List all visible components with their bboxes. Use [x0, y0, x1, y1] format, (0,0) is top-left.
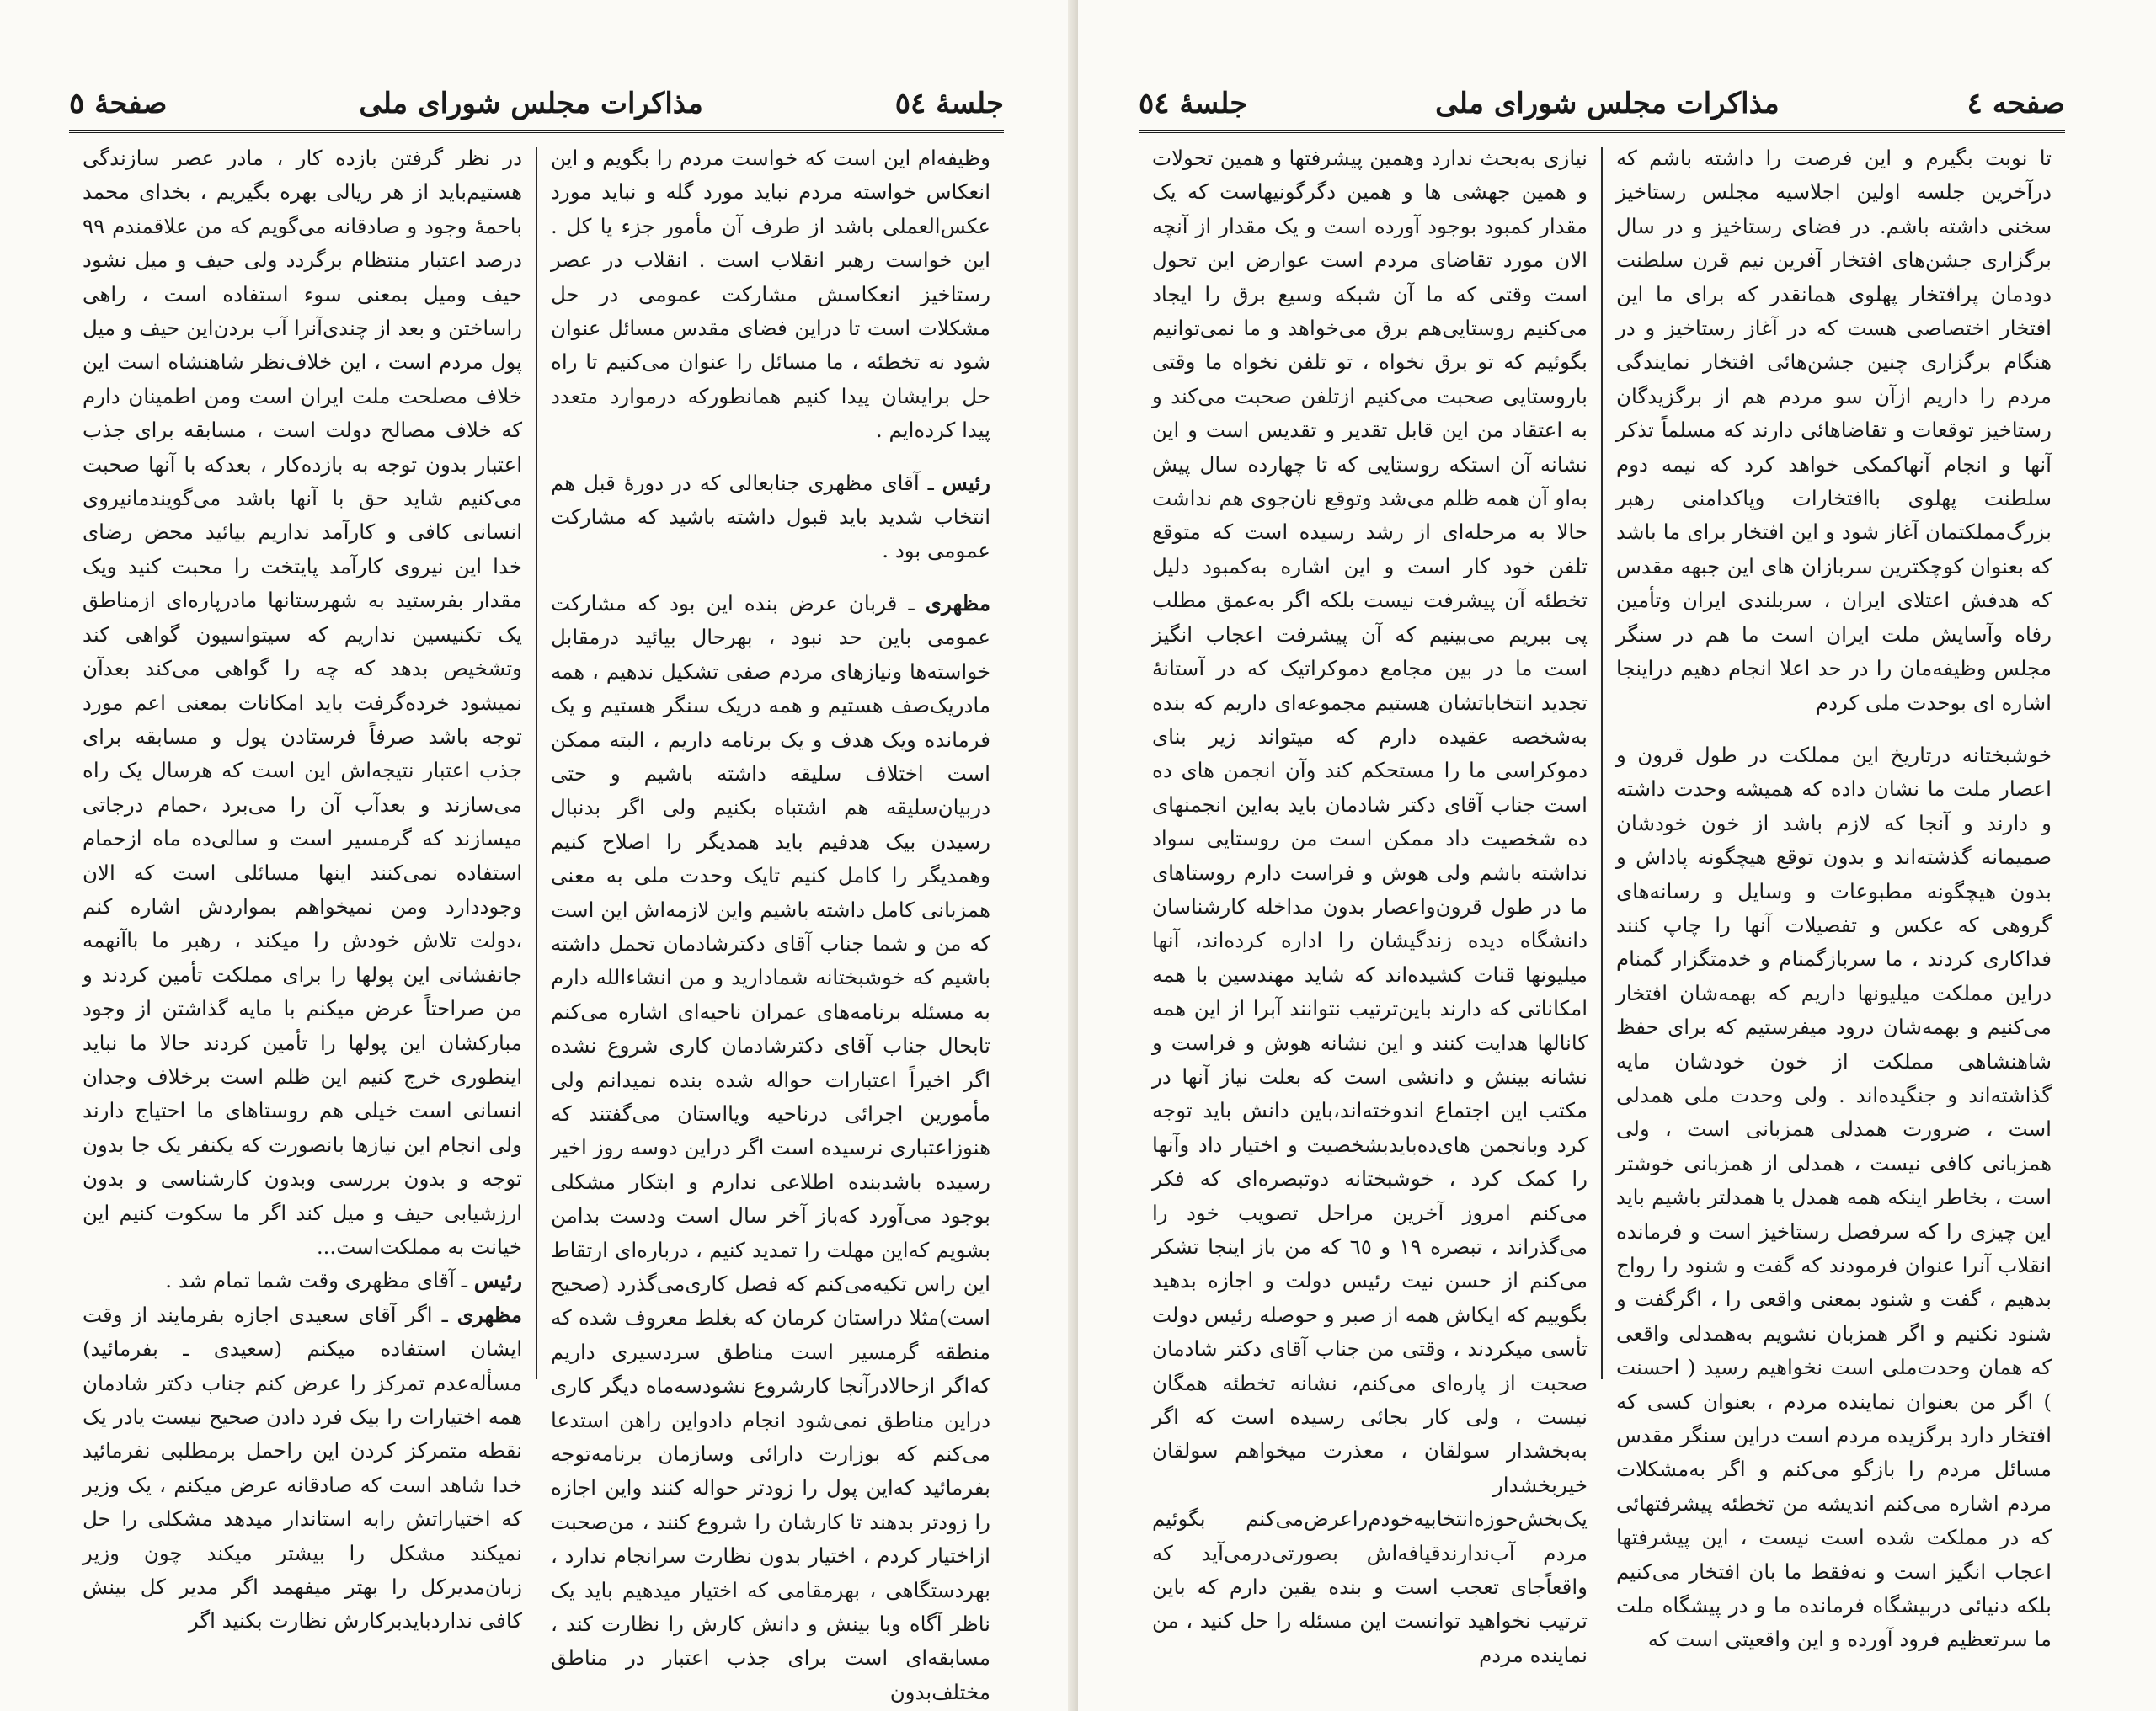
right-column [537, 141, 1004, 1704]
paragraph: مظهری ـ قربان عرض بنده این بود که مشارکت عمومی باین حد نبود ، بهرحال بیائید درمقابل خواسته‌ها ونیازهای مردم صفی تشکیل ندهیم ، همه مادریک‌صف هستیم و همه دریک سنگر هستیم و یک فرمانده ویک هدف و یک برنامه داریم ، البته ممکن است اختلاف سلیقه داشته باشیم و حتی دربیان‌سلیقه هم اشتباه بکنیم ولی اگر بدنبال رسیدن بیک هدفیم باید همدیگر را اصلاح کنیم وهمدیگر را کامل کنیم تایک وحدت ملی به معنی همزبانی کامل داشته باشیم واین لازمه‌اش این است که من و شما جناب آقای دکترشادمان تحمل داشته باشیم که خوشبختانه شمادارید و من انشاءالله دارم به مسئله برنامه‌های عمران ناحیه‌ای اشاره می‌کنم تابحال جناب آقای دکترشادمان کاری شروع نشده اگر اخیراً اعتبارات حواله شده بنده نمیدانم ولی مأمورین اجرائی درناحیه ویااستان می‌گفتند که هنوزاعتباری نرسیده است اگر دراین دوسه روز اخیر رسیده باشدبنده اطلاعی ندارم و ابتکار مشکلی بوجود می‌آورد که‌باز آخر سال است ودست بدامن بشویم که‌این مهلت را تمدید کنیم ، درباره‌ای ارتقاط این راس تکیه‌می‌کنم که فصل کاری‌می‌گذرد (صحیح است)مثلا دراستان کرمان که بغلط معروف شده که منطقه گرمسیر است مناطق سردسیری داریم که‌اگر ازحالادرآنجا کارشروع نشودسه‌ماه دیگر کاری دراین مناطق نمی‌شود انجام داد‌واین راهن استدعا می‌کنم که بوزارت دارائی وسازمان برنامه‌توجه بفرمائید که‌این پول را زودتر حواله کنند واین اجازه را زودتر بدهند تا کارشان را شروع کنند ، من‌صحبت ازاختیار کردم ، اختیار بدون نظارت سرانجام ندارد ، بهردستگاهی ، بهرمقامی که اختیار میدهیم باید یک ناظر آگاه وبا بینش و دانش کارش را نظارت کند ، مسابقه‌ای است برای جذب اعتبار در مناطق مختلف‌بدون [551, 590, 990, 1704]
right-column [1603, 141, 2065, 1652]
paragraph: تا نوبت بگیرم و این فرصت را داشته باشم که درآخرین جلسه اولین اجلاسیه مجلس رستاخیز سخنی داشته باشم. در فضای رستاخیز و در سال برگزاری جشن‌های افتخار آفرین نیم قرن سلطنت دودمان پرافتخار پهلوی همانقدر که برای ما این افتخار اختصاصی هست که در آغاز رستاخیز و در هنگام برگزاری چنین جشن‌هائی افتخار نمایندگی مردم را داریم ازآن سو مردم هم از برگزیدگان رستاخیز توقعات و تقاضاهائی دارند که مسلماً تذکر آنها و انجام آنهاکمکی خواهد کرد که نیمه دوم سلطنت پهلوی باافتخارات وپاکدامنی رهبر بزرگ‌مملکتمان آغاز شود و این افتخار برای ما باشد که بعنوان کوچکترین سربازان های این جبهه مقدس که هدفش اعتلای ایران ، سربلندی ایران وتأمین رفاه وآسایش ملت ایران است ما هم در سنگر مجلس وظیفه‌مان را در حد اعلا انجام دهیم دراینجا اشاره ای بوحدت ملی کردم [1616, 146, 2052, 715]
header-rule [1139, 130, 2065, 133]
paragraph: وظیفه‌ام این است که خواست مردم را بگویم و این انعکاس خواسته مردم نباید مورد گله و نباید مورد عکس‌العملی باشد از طرف آن مأمور جزء یا کل . این خواست رهبر انقلاب است . انقلاب در عصر رستاخیز انعکاسش مشارکت عمومی در حل مشکلات است تا دراین فضای مقدس مسائل عنوان شود نه تخطئه ، ما مسائل را عنوان می‌کنیم تا راه حل برایشان پیدا کنیم همانطورکه درموارد متعدد پیدا کرده‌ایم . [551, 146, 990, 443]
page-header [1139, 80, 2065, 127]
text-columns [69, 141, 1004, 1704]
paragraph: رئیس ـ آقای مظهری وقت شما تمام شد . [165, 1268, 522, 1293]
page-header [69, 80, 1004, 127]
paragraph: نیازی به‌بحث ندارد وهمین پیشرفتها و همین تحولات و همین جهشی ها و همین دگرگونیهاست که یک مقدار کمبود بوجود آورده است و یک مقدار از آنچه الان مورد تقاضای مردم است عوارض این تحول است وقتی که ما آن شبکه وسیع برق را ایجاد می‌کنیم روستایی‌هم برق می‌خواهد و ما نمی‌توانیم بگوئیم که تو برق نخواه ، تو تلفن نخواه ما وقتی باروستایی صحبت می‌کنیم ازتلفن صحبت می‌کند و به اعتقاد من این قابل تقدیر و تقدیس است و این نشانه آن استکه روستایی که تا چهارده سال پیش به‌او آن همه ظلم می‌شد وتوقع نان‌جوی هم نداشت حالا به مرحله‌ای از رشد رسیده است که متوقع تلفن خود کار است و این اشاره به‌کمبود دلیل تخطئه آن پیشرفت نیست بلکه اگر به‌عمق مطلب پی ببریم می‌بینیم که آن پیشرفت اعجاب انگیز است ما در بین مجامع دموکراتیک که در آستانهٔ تجدید انتخاباتشان هستیم مجموعه‌ای داریم که بنده به‌شخصه عقیده دارم که میتواند زیر بنای دموکراسی ما را مستحکم کند وآن انجمن های ده است جناب آقای دکتر شادمان باید به‌این انجمنهای ده شخصیت داد ممکن است من روستایی سواد نداشته باشم ولی هوش و فراست دارم روستاهای ما در طول قرون‌واعصار بدون مداخله کارشناسان دانشگاه دیده زندگیشان را اداره کرده‌اند، آنها میلیونها قنات کشیده‌اند که شاید مهندسین با همه امکاناتی که دارند باین‌ترتیب نتوانند آبرا از این همه کانالها هدایت کنند و این نشانه هوش و فراست و نشانه بینش و دانشی است که بعلت نیاز آنها در مکتب این اجتماع اندوخته‌اند،باین دانش باید توجه کرد وبانجمن های‌ده‌باید‌بشخصیت و اختیار داد وآنها را کمک کرد ، خوشبختانه دوتبصره‌ای که فکر می‌کنم امروز آخرین مراحل تصویب خود را می‌گذراند ، تبصره ١٩ و ٦٥ که من باز اینجا تشکر می‌کنم از حسن نیت رئیس دولت و اجازه بدهید بگوییم که ایکاش همه از صبر و حوصله رئیس دولت تأسی میکردند ، وقتی من جناب آقای دکتر شادمان صحبت از پاره‌ای می‌کنم، نشانه تخطئه همگان نیست ، ولی کار بجائی رسیده است که اگر به‌بخشدار سولقان ، معذرت میخواهم سولقان خیربخشدار یک‌بخش‌حوزه‌انتخابیه‌خودم‌را‌عرض‌می‌کنم بگوئیم مردم آب‌ندارند‌قیافه‌اش بصورتی‌درمی‌آید که واقعاًجای تعجب است و بنده یقین دارم که باین ترتیب نخواهید توانست این مسئله را حل کنید ، من نماینده مردم [1152, 146, 1588, 1667]
paragraph: خوشبختانه درتاریخ این مملکت در طول قرون و اعصار ملت ما نشان داده که همیشه وحدت داشته و دارند و آنجا که لازم باشد از خون خودشان صمیمانه گذشته‌اند و بدون توقع هیچگونه پاداش و بدون هیچگونه مطبوعات و وسایل و رسانه‌های گروهی که عکس و تفصیلات آنها را چاپ کنند فداکاری کردند ، ما سربازگمنام و خدمتگزار گمنام دراین مملکت میلیونها داریم که بهمه‌شان افتخار می‌کنیم و بهمه‌شان درود میفرستیم که برای حفظ شاهنشاهی مملکت از خون خودشان مایه گذاشته‌اند و جنگیده‌اند . ولی وحدت ملی همدلی است ، ضرورت همدلی همزبانی است ، ولی همزبانی کافی نیست ، همدلی از همزبانی خوشتر است ، بخاطر اینکه همه همدل یا همدلتر باشیم باید این چیزی را که سرفصل رستاخیز است و فرمانده انقلاب آنرا عنوان فرمودند که گفت و شنود را رواج بدهیم ، گفت و شنود بمعنی واقعی را ، اگرگفت و شنود نکنیم و اگر همزبان نشویم به‌همدلی واقعی که همان وحدت‌ملی است نخواهیم رسید ( احسنت ) اگر من بعنوان نماینده مردم ، بعنوان کسی که افتخار دارد برگزیده مردم است دراین سنگر مقدس مسائل مردم را بازگو می‌کنم و اگر به‌مشکلات مردم اشاره می‌کنم اندیشه من تخطئه پیشرفتهائی که در مملکت شده است نیست ، این پیشرفتها اعجاب انگیز است و نه‌فقط ما بان افتخار می‌کنیم بلکه دنیائی دربیشگاه فرمانده ما و در پیشگاه ملت ما سرتعظیم فرود آورده و این واقعیتی است که [1616, 742, 2052, 1652]
speaker-name: مظهری [925, 590, 990, 616]
header-title: مذاکرات مجلس شورای ملی [359, 87, 703, 120]
header-rule [69, 130, 1004, 133]
header-session: جلسهٔ ٥٤ [1139, 87, 1248, 120]
header-title: مذاکرات مجلس شورای ملی [1435, 87, 1780, 120]
column-divider [536, 147, 537, 1379]
text-columns [1139, 141, 2065, 1667]
paragraph: مظهری ـ اگر آقای سعیدی اجازه بفرمایند از وقت ایشان استفاده میکنم (سعیدی ـ بفرمائید) مسأله‌عدم تمرکز را عرض کنم جناب دکتر شادمان همه اختیارات را بیک فرد دادن صحیح نیست یادر یک نقطه متمرکز کردن این راحمل برمطلبی نفرمائید خدا شاهد است که صادقانه عرض میکنم ، یک وزیر که اختیاراتش رابه استاندار میدهد مشکلی را حل نمیکند مشکل را بیشتر میکند چون وزیر زبان‌مدیرکل را بهتر میفهمد اگر مدیر کل بینش کافی نداردبایدبرکارش نظارت بکنید اگر [83, 1302, 522, 1634]
speaker-name: مظهری [456, 1302, 522, 1327]
paragraph: در نظر گرفتن بازده کار ، مادر عصر سازندگی هستیم‌باید از هر ریالی بهره بگیریم ، بخدای محمد باحمهٔ وجود و صادقانه می‌گویم که من علاقمندم ٩٩ درصد اعتبار منتظام برگردد ولی حیف و میل نشود حیف ومیل بمعنی سوء استفاده است ، راهی راساختن و بعد از چندی‌آنرا آب بردن‌این حیف و میل پول مردم است ، این خلاف‌نظر شاهنشاه است این خلاف مصلحت ملت ایران است ومن اطمینان دارم که خلاف مصالح دولت است ، مسابقه برای جذب اعتبار بدون توجه به بازده‌کار ، بعدکه با آنها صحبت می‌کنیم شاید حق با آنها باشد می‌گویندمانیروی انسانی کافی و کارآمد نداریم بیائید محض رضای خدا این نیروی کارآمد پایتخت را محبت کنید ویک مقدار بفرستید به شهرستانها مادرپاره‌ای ازمناطق یک تکنیسین نداریم که سیتواسیون گواهی کند وتشخیص بدهد که چه را گواهی می‌کند بعدآن نمیشود خرده‌گرفت باید امکانات بمعنی اعم مورد توجه باشد صرفاً فرستادن پول و مسابقه برای جذب اعتبار نتیجه‌اش این است که هرسال یک راه می‌سازند و بعدآب آن را می‌برد ،حمام درجاتی میسازند که گرمسیر است و سالی‌ده ماه ازحمام استفاده نمی‌کنند اینها مسائلی است که الان وجوددارد ومن نمیخواهم بمواردش اشاره کنم ،دولت تلاش خودش را میکند ، رهبر ما باآنهمه جانفشانی این پولها را برای مملکت تأمین کردند و من صراحتاً عرض میکنم با مایه گذاشتن از وجود مبارکشان این پولها را تأمین کردند حالا ما نباید اینطوری خرج کنیم این ظلم است برخلاف وجدان انسانی است خیلی هم روستاهای ما احتیاج دارند ولی انجام این نیازها بانصورت که یکنفر یک جا بدون توجه و بدون بررسی وبدون کارشناسی و بدون ارزشیابی حیف و میل کند اگر ما سکوت کنیم این خیانت به مملکت‌است... [83, 146, 522, 1259]
left-column [1139, 141, 1601, 1667]
header-page-label: صفحهٔ ٥ [69, 87, 168, 120]
paragraph: رئیس ـ آقای مظهری جنابعالی که در دورهٔ قبل هم انتخاب شدید باید قبول داشته باشید که مشارکت عمومی بود . [551, 470, 990, 563]
left-column [69, 141, 536, 1634]
speaker-name: رئیس [473, 1268, 522, 1293]
column-divider [1601, 147, 1603, 1379]
header-session: جلسهٔ ٥٤ [894, 87, 1004, 120]
page-4 [1078, 0, 2156, 1711]
header-page-label: صفحه ٤ [1967, 87, 2065, 120]
speaker-name: رئیس [942, 470, 990, 495]
